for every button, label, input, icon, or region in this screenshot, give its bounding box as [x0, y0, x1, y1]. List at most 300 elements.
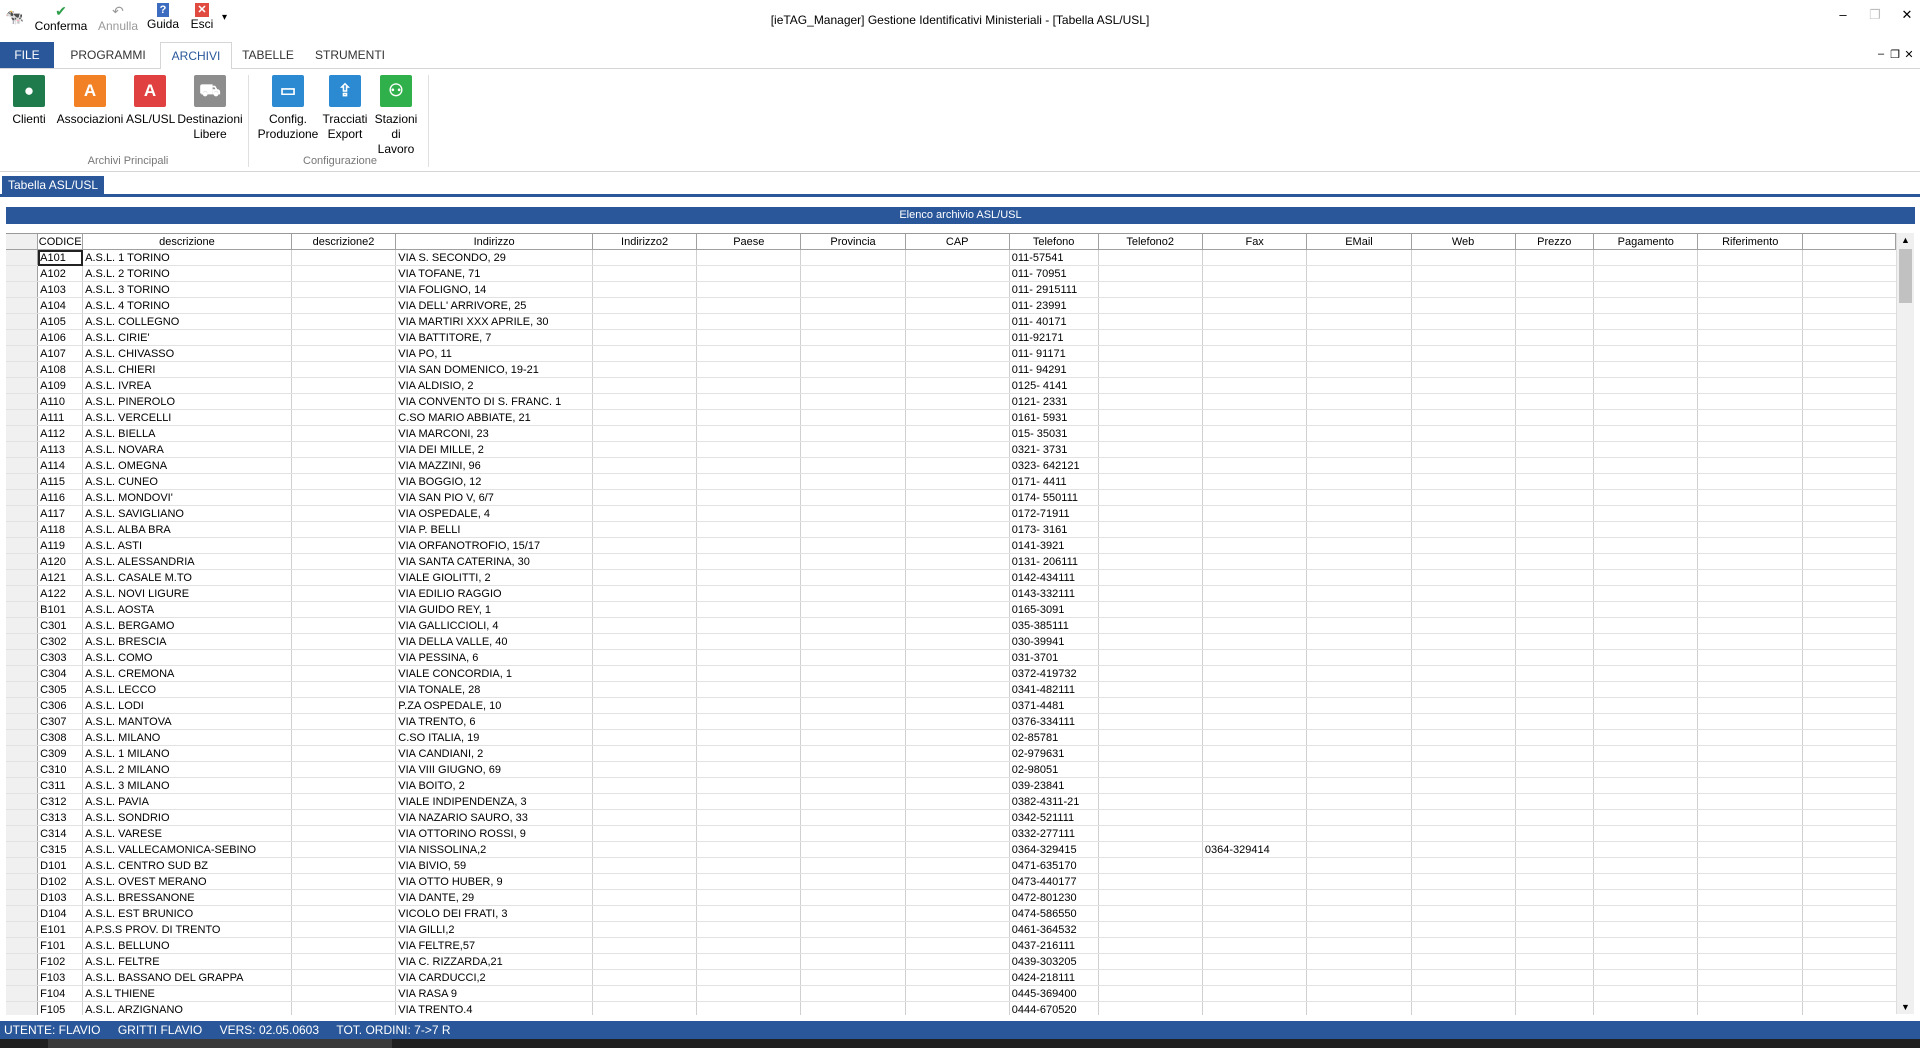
row-header[interactable] — [6, 618, 38, 634]
table-cell[interactable] — [592, 778, 696, 794]
table-cell[interactable] — [1594, 426, 1698, 442]
table-cell[interactable] — [1698, 362, 1802, 378]
table-cell[interactable]: 011- 94291 — [1009, 362, 1098, 378]
table-cell[interactable] — [697, 250, 801, 266]
table-cell[interactable] — [1411, 618, 1515, 634]
table-cell[interactable] — [1307, 346, 1411, 362]
table-cell[interactable] — [801, 778, 905, 794]
table-cell[interactable] — [1098, 954, 1202, 970]
table-cell[interactable]: A106 — [38, 330, 83, 346]
table-cell[interactable] — [905, 826, 1009, 842]
table-cell[interactable] — [1698, 330, 1802, 346]
table-cell[interactable]: VIA FOLIGNO, 14 — [396, 282, 593, 298]
table-cell[interactable] — [697, 506, 801, 522]
table-cell[interactable] — [801, 442, 905, 458]
table-cell[interactable] — [1307, 938, 1411, 954]
table-cell[interactable] — [592, 730, 696, 746]
table-cell[interactable] — [1594, 858, 1698, 874]
table-cell[interactable] — [291, 458, 396, 474]
table-cell[interactable] — [291, 250, 396, 266]
table-cell[interactable] — [1698, 442, 1802, 458]
table-cell[interactable] — [592, 618, 696, 634]
table-cell[interactable] — [1307, 378, 1411, 394]
table-cell[interactable] — [1098, 554, 1202, 570]
table-cell[interactable] — [291, 506, 396, 522]
table-cell[interactable]: A.S.L. VARESE — [83, 826, 292, 842]
table-cell[interactable] — [1594, 570, 1698, 586]
table-cell[interactable]: 011- 40171 — [1009, 314, 1098, 330]
row-header[interactable] — [6, 1002, 38, 1016]
table-cell[interactable] — [291, 794, 396, 810]
table-cell[interactable]: 0376-334111 — [1009, 714, 1098, 730]
table-cell[interactable] — [1411, 570, 1515, 586]
table-cell[interactable] — [1594, 970, 1698, 986]
table-cell[interactable]: A.S.L. MILANO — [83, 730, 292, 746]
table-cell[interactable] — [1411, 298, 1515, 314]
table-cell[interactable] — [291, 906, 396, 922]
table-cell[interactable] — [697, 858, 801, 874]
table-cell[interactable] — [1698, 954, 1802, 970]
table-cell[interactable] — [801, 714, 905, 730]
table-cell[interactable] — [291, 634, 396, 650]
table-cell[interactable]: 0461-364532 — [1009, 922, 1098, 938]
table-cell[interactable]: VIA DEI MILLE, 2 — [396, 442, 593, 458]
table-cell[interactable] — [697, 682, 801, 698]
table-cell[interactable]: VIA BIVIO, 59 — [396, 858, 593, 874]
vertical-scrollbar[interactable] — [1896, 233, 1914, 1014]
table-cell[interactable]: VIALE GIOLITTI, 2 — [396, 570, 593, 586]
table-cell[interactable] — [697, 442, 801, 458]
table-cell[interactable] — [1698, 298, 1802, 314]
table-cell[interactable]: A.S.L. BRESCIA — [83, 634, 292, 650]
table-row[interactable] — [6, 730, 1896, 746]
table-cell[interactable] — [1098, 314, 1202, 330]
table-cell[interactable]: VIA SAN DOMENICO, 19-21 — [396, 362, 593, 378]
table-cell[interactable]: A.S.L. 1 MILANO — [83, 746, 292, 762]
table-cell[interactable]: VIA CANDIANI, 2 — [396, 746, 593, 762]
mdi-restore-button[interactable]: ❐ — [1890, 49, 1900, 61]
table-cell[interactable]: A115 — [38, 474, 83, 490]
table-cell[interactable] — [1515, 826, 1593, 842]
table-cell[interactable] — [1098, 474, 1202, 490]
table-cell[interactable] — [697, 714, 801, 730]
table-cell[interactable] — [291, 842, 396, 858]
table-cell[interactable]: VIA FELTRE,57 — [396, 938, 593, 954]
table-cell[interactable] — [1594, 714, 1698, 730]
table-cell[interactable]: A.S.L. CIRIE' — [83, 330, 292, 346]
table-row[interactable] — [6, 330, 1896, 346]
table-cell[interactable] — [592, 762, 696, 778]
table-cell[interactable]: A111 — [38, 410, 83, 426]
table-row[interactable] — [6, 506, 1896, 522]
table-cell[interactable] — [592, 842, 696, 858]
table-cell[interactable] — [801, 666, 905, 682]
table-cell[interactable] — [1307, 474, 1411, 490]
table-cell[interactable] — [1515, 858, 1593, 874]
row-header[interactable] — [6, 266, 38, 282]
row-header[interactable] — [6, 586, 38, 602]
table-cell[interactable] — [291, 714, 396, 730]
table-cell[interactable]: A.S.L. SAVIGLIANO — [83, 506, 292, 522]
table-cell[interactable] — [1594, 666, 1698, 682]
table-cell[interactable] — [1202, 570, 1307, 586]
table-cell[interactable]: A.S.L. AOSTA — [83, 602, 292, 618]
table-cell[interactable]: A.S.L. OMEGNA — [83, 458, 292, 474]
table-cell[interactable]: A.S.L. 1 TORINO — [83, 250, 292, 266]
table-cell[interactable]: A109 — [38, 378, 83, 394]
row-header[interactable] — [6, 746, 38, 762]
table-cell[interactable] — [905, 1002, 1009, 1016]
table-cell[interactable] — [1098, 794, 1202, 810]
table-cell[interactable]: A.S.L. PINEROLO — [83, 394, 292, 410]
table-cell[interactable] — [801, 874, 905, 890]
table-cell[interactable] — [801, 1002, 905, 1016]
table-row[interactable] — [6, 298, 1896, 314]
annulla-button[interactable]: ↶ Annulla — [97, 3, 139, 33]
row-header[interactable] — [6, 490, 38, 506]
table-cell[interactable] — [905, 410, 1009, 426]
table-cell[interactable] — [1411, 810, 1515, 826]
column-header[interactable]: EMail — [1307, 234, 1411, 250]
table-cell[interactable] — [697, 810, 801, 826]
table-cell[interactable] — [291, 538, 396, 554]
table-cell[interactable] — [905, 762, 1009, 778]
table-cell[interactable] — [1594, 762, 1698, 778]
table-cell[interactable] — [905, 778, 1009, 794]
table-cell[interactable] — [1202, 394, 1307, 410]
table-cell[interactable]: A116 — [38, 490, 83, 506]
table-cell[interactable] — [1698, 810, 1802, 826]
table-cell[interactable] — [1307, 682, 1411, 698]
column-header[interactable]: Fax — [1202, 234, 1307, 250]
table-cell[interactable] — [1307, 874, 1411, 890]
table-cell[interactable] — [697, 378, 801, 394]
table-cell[interactable] — [1594, 634, 1698, 650]
table-cell[interactable] — [1202, 650, 1307, 666]
table-cell[interactable]: A122 — [38, 586, 83, 602]
table-cell[interactable] — [1698, 346, 1802, 362]
table-cell[interactable] — [592, 570, 696, 586]
table-cell[interactable] — [291, 986, 396, 1002]
table-cell[interactable] — [291, 474, 396, 490]
table-cell[interactable]: C313 — [38, 810, 83, 826]
table-row[interactable] — [6, 346, 1896, 362]
table-cell[interactable] — [697, 778, 801, 794]
column-header[interactable]: descrizione — [83, 234, 292, 250]
table-cell[interactable] — [905, 730, 1009, 746]
table-cell[interactable] — [592, 586, 696, 602]
table-cell[interactable] — [1202, 538, 1307, 554]
table-cell[interactable] — [1098, 922, 1202, 938]
table-cell[interactable] — [1515, 954, 1593, 970]
table-cell[interactable]: A.S.L. LECCO — [83, 682, 292, 698]
row-header[interactable] — [6, 954, 38, 970]
table-cell[interactable] — [1698, 506, 1802, 522]
table-cell[interactable] — [291, 826, 396, 842]
table-cell[interactable] — [905, 426, 1009, 442]
table-cell[interactable] — [1202, 506, 1307, 522]
table-cell[interactable] — [801, 250, 905, 266]
row-header[interactable] — [6, 906, 38, 922]
table-cell[interactable] — [905, 698, 1009, 714]
column-header[interactable]: Riferimento — [1698, 234, 1802, 250]
table-cell[interactable] — [291, 282, 396, 298]
row-header[interactable] — [6, 506, 38, 522]
table-row[interactable] — [6, 650, 1896, 666]
table-cell[interactable]: VIA PESSINA, 6 — [396, 650, 593, 666]
table-cell[interactable]: 0473-440177 — [1009, 874, 1098, 890]
table-cell[interactable]: A.S.L. CHIVASSO — [83, 346, 292, 362]
esci-button[interactable]: ✕ Esci — [190, 4, 214, 31]
table-cell[interactable] — [905, 634, 1009, 650]
table-cell[interactable] — [1698, 874, 1802, 890]
table-cell[interactable] — [1698, 458, 1802, 474]
row-header[interactable] — [6, 714, 38, 730]
table-cell[interactable] — [697, 522, 801, 538]
table-cell[interactable] — [1098, 746, 1202, 762]
table-cell[interactable] — [1594, 458, 1698, 474]
table-row[interactable] — [6, 794, 1896, 810]
table-cell[interactable]: VIA MAZZINI, 96 — [396, 458, 593, 474]
table-cell[interactable] — [905, 442, 1009, 458]
table-cell[interactable]: A.S.L. COMO — [83, 650, 292, 666]
table-cell[interactable] — [905, 314, 1009, 330]
table-cell[interactable] — [905, 970, 1009, 986]
table-cell[interactable] — [592, 346, 696, 362]
table-cell[interactable] — [1202, 298, 1307, 314]
table-cell[interactable] — [1307, 650, 1411, 666]
row-header[interactable] — [6, 522, 38, 538]
table-cell[interactable] — [1307, 426, 1411, 442]
table-cell[interactable] — [291, 362, 396, 378]
row-header[interactable] — [6, 986, 38, 1002]
table-cell[interactable] — [1202, 330, 1307, 346]
table-row[interactable] — [6, 778, 1896, 794]
table-cell[interactable]: 0121- 2331 — [1009, 394, 1098, 410]
row-header[interactable] — [6, 634, 38, 650]
table-cell[interactable] — [801, 426, 905, 442]
table-cell[interactable]: A.S.L. NOVI LIGURE — [83, 586, 292, 602]
table-cell[interactable]: VIA CARDUCCI,2 — [396, 970, 593, 986]
table-cell[interactable] — [1307, 458, 1411, 474]
table-cell[interactable] — [291, 954, 396, 970]
table-cell[interactable] — [697, 874, 801, 890]
table-cell[interactable] — [905, 506, 1009, 522]
table-cell[interactable]: A.S.L. CENTRO SUD BZ — [83, 858, 292, 874]
table-cell[interactable] — [291, 586, 396, 602]
table-row[interactable] — [6, 426, 1896, 442]
table-cell[interactable] — [1307, 602, 1411, 618]
table-cell[interactable] — [1411, 922, 1515, 938]
table-cell[interactable]: C307 — [38, 714, 83, 730]
table-cell[interactable] — [1698, 938, 1802, 954]
table-cell[interactable] — [1594, 986, 1698, 1002]
table-cell[interactable] — [697, 314, 801, 330]
column-header[interactable]: CAP — [905, 234, 1009, 250]
table-cell[interactable]: 030-39941 — [1009, 634, 1098, 650]
table-cell[interactable] — [592, 410, 696, 426]
table-cell[interactable] — [1698, 474, 1802, 490]
table-cell[interactable] — [905, 666, 1009, 682]
table-cell[interactable] — [291, 570, 396, 586]
table-cell[interactable] — [1098, 458, 1202, 474]
table-cell[interactable]: 0371-4481 — [1009, 698, 1098, 714]
table-cell[interactable] — [1515, 730, 1593, 746]
table-cell[interactable] — [697, 538, 801, 554]
table-cell[interactable] — [1098, 858, 1202, 874]
table-cell[interactable] — [905, 378, 1009, 394]
table-cell[interactable]: 0444-670520 — [1009, 1002, 1098, 1016]
table-cell[interactable]: VIA TRENTO.4 — [396, 1002, 593, 1016]
table-cell[interactable] — [801, 954, 905, 970]
table-cell[interactable]: 011- 91171 — [1009, 346, 1098, 362]
table-cell[interactable] — [1515, 746, 1593, 762]
table-cell[interactable] — [291, 938, 396, 954]
table-cell[interactable] — [1515, 890, 1593, 906]
table-cell[interactable] — [1202, 826, 1307, 842]
table-cell[interactable] — [1411, 954, 1515, 970]
table-cell[interactable] — [592, 682, 696, 698]
table-cell[interactable] — [905, 794, 1009, 810]
table-cell[interactable] — [1411, 458, 1515, 474]
table-cell[interactable] — [1202, 426, 1307, 442]
table-cell[interactable]: VIA SANTA CATERINA, 30 — [396, 554, 593, 570]
table-cell[interactable] — [1698, 666, 1802, 682]
table-cell[interactable] — [1515, 378, 1593, 394]
table-cell[interactable] — [697, 618, 801, 634]
table-row[interactable] — [6, 746, 1896, 762]
table-cell[interactable]: A117 — [38, 506, 83, 522]
table-cell[interactable] — [1307, 794, 1411, 810]
table-cell[interactable] — [1202, 778, 1307, 794]
row-header[interactable] — [6, 426, 38, 442]
table-cell[interactable]: A.S.L. PAVIA — [83, 794, 292, 810]
table-cell[interactable] — [1594, 890, 1698, 906]
table-cell[interactable]: VIA P. BELLI — [396, 522, 593, 538]
table-row[interactable] — [6, 922, 1896, 938]
row-header[interactable] — [6, 330, 38, 346]
table-cell[interactable] — [905, 810, 1009, 826]
row-header[interactable] — [6, 874, 38, 890]
table-row[interactable] — [6, 618, 1896, 634]
table-cell[interactable]: VIA OSPEDALE, 4 — [396, 506, 593, 522]
table-cell[interactable] — [1098, 346, 1202, 362]
table-cell[interactable]: 0474-586550 — [1009, 906, 1098, 922]
table-cell[interactable] — [1515, 538, 1593, 554]
column-header[interactable]: Prezzo — [1515, 234, 1593, 250]
table-cell[interactable] — [697, 794, 801, 810]
table-cell[interactable] — [801, 586, 905, 602]
table-cell[interactable]: A121 — [38, 570, 83, 586]
table-cell[interactable] — [801, 698, 905, 714]
table-cell[interactable]: 0472-801230 — [1009, 890, 1098, 906]
table-cell[interactable]: 0125- 4141 — [1009, 378, 1098, 394]
table-cell[interactable] — [1098, 570, 1202, 586]
table-cell[interactable]: A.S.L. IVREA — [83, 378, 292, 394]
table-cell[interactable] — [697, 922, 801, 938]
table-cell[interactable]: 02-98051 — [1009, 762, 1098, 778]
table-cell[interactable] — [1202, 938, 1307, 954]
table-cell[interactable] — [592, 810, 696, 826]
table-cell[interactable] — [697, 266, 801, 282]
table-cell[interactable]: 035-385111 — [1009, 618, 1098, 634]
table-cell[interactable]: 02-979631 — [1009, 746, 1098, 762]
table-cell[interactable]: A101 — [38, 250, 83, 266]
table-cell[interactable] — [1098, 762, 1202, 778]
table-cell[interactable] — [1202, 474, 1307, 490]
row-header[interactable] — [6, 650, 38, 666]
table-cell[interactable] — [905, 682, 1009, 698]
table-cell[interactable] — [905, 570, 1009, 586]
table-cell[interactable] — [1307, 698, 1411, 714]
table-cell[interactable] — [1698, 586, 1802, 602]
table-cell[interactable]: 0131- 206111 — [1009, 554, 1098, 570]
config-produzione-button[interactable]: ▭ Config. Produzione — [256, 75, 320, 142]
table-cell[interactable] — [801, 266, 905, 282]
table-cell[interactable]: A.S.L. BELLUNO — [83, 938, 292, 954]
table-cell[interactable] — [1307, 570, 1411, 586]
row-header[interactable] — [6, 698, 38, 714]
table-cell[interactable]: VIA ORFANOTROFIO, 15/17 — [396, 538, 593, 554]
table-cell[interactable] — [801, 650, 905, 666]
table-cell[interactable]: 0445-369400 — [1009, 986, 1098, 1002]
table-cell[interactable] — [1098, 506, 1202, 522]
table-cell[interactable] — [1411, 250, 1515, 266]
table-cell[interactable] — [1515, 634, 1593, 650]
table-cell[interactable] — [1411, 410, 1515, 426]
table-cell[interactable] — [291, 346, 396, 362]
table-cell[interactable] — [1307, 1002, 1411, 1016]
table-cell[interactable] — [1307, 298, 1411, 314]
column-header[interactable]: Telefono — [1009, 234, 1098, 250]
table-cell[interactable]: 0161- 5931 — [1009, 410, 1098, 426]
table-cell[interactable] — [905, 906, 1009, 922]
table-cell[interactable] — [1202, 794, 1307, 810]
table-cell[interactable] — [1202, 378, 1307, 394]
table-cell[interactable] — [1202, 490, 1307, 506]
table-cell[interactable]: A105 — [38, 314, 83, 330]
table-cell[interactable] — [905, 890, 1009, 906]
table-cell[interactable] — [1594, 682, 1698, 698]
table-cell[interactable]: A.S.L. BERGAMO — [83, 618, 292, 634]
table-cell[interactable] — [697, 474, 801, 490]
table-cell[interactable]: A.S.L. VALLECAMONICA-SEBINO — [83, 842, 292, 858]
table-cell[interactable] — [1594, 730, 1698, 746]
table-cell[interactable] — [697, 330, 801, 346]
table-cell[interactable] — [905, 538, 1009, 554]
table-cell[interactable]: VIA DELLA VALLE, 40 — [396, 634, 593, 650]
table-cell[interactable]: 0437-216111 — [1009, 938, 1098, 954]
table-cell[interactable] — [1515, 602, 1593, 618]
table-cell[interactable]: 02-85781 — [1009, 730, 1098, 746]
table-cell[interactable] — [1307, 810, 1411, 826]
table-cell[interactable] — [905, 602, 1009, 618]
table-cell[interactable]: VIA MARCONI, 23 — [396, 426, 593, 442]
table-row[interactable] — [6, 698, 1896, 714]
table-cell[interactable] — [1098, 874, 1202, 890]
table-cell[interactable] — [905, 842, 1009, 858]
row-header[interactable] — [6, 858, 38, 874]
table-cell[interactable] — [1098, 618, 1202, 634]
mdi-minimize-button[interactable]: – — [1877, 48, 1885, 60]
table-cell[interactable] — [1515, 442, 1593, 458]
table-row[interactable] — [6, 362, 1896, 378]
table-cell[interactable] — [1307, 522, 1411, 538]
table-cell[interactable] — [1098, 986, 1202, 1002]
table-cell[interactable]: VIA VIII GIUGNO, 69 — [396, 762, 593, 778]
table-cell[interactable] — [1098, 522, 1202, 538]
table-cell[interactable] — [1411, 858, 1515, 874]
